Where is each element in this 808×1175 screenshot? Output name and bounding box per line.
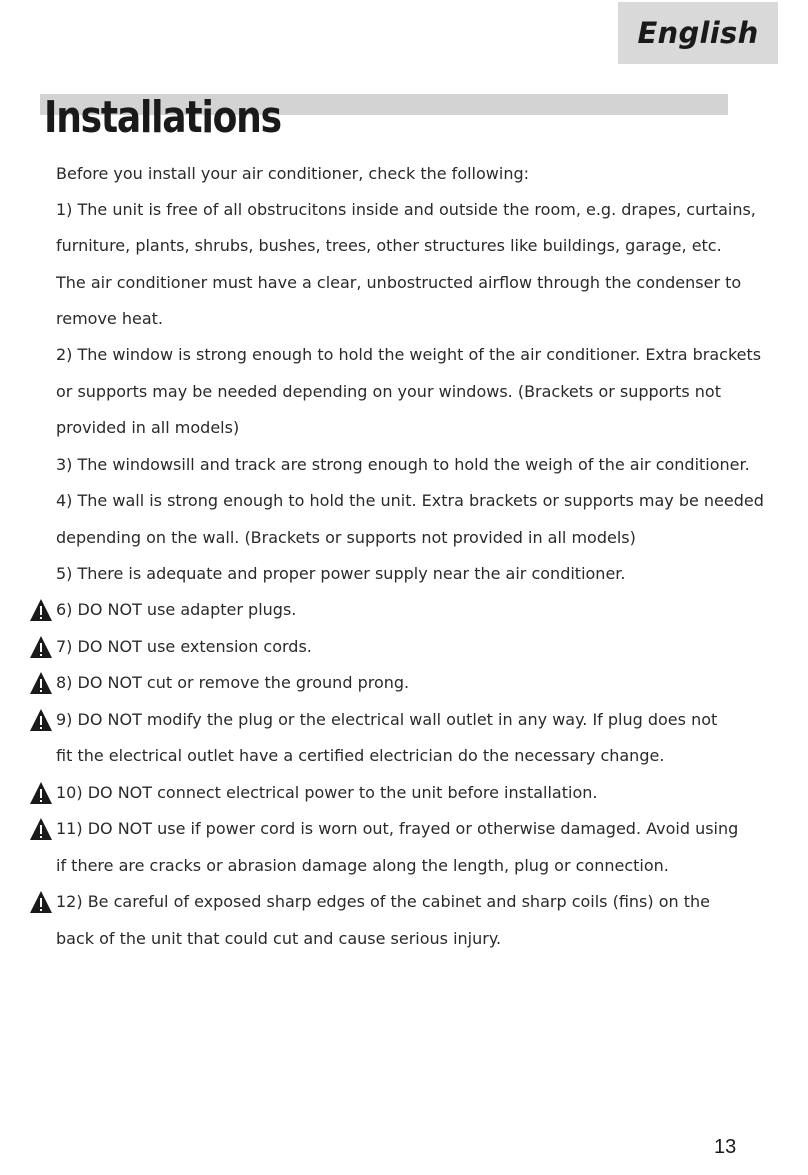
body-line: Before you install your air conditioner, check the following: [56, 164, 529, 183]
body-line: 5) There is adequate and proper power supply near the air conditioner. [56, 564, 626, 583]
body-line: 7) DO NOT use extension cords. [56, 637, 312, 656]
body-line: 2) The window is strong enough to hold the weight of the air conditioner. Extra brackets [56, 345, 762, 364]
body-line: if there are cracks or abrasion damage along the length, plug or connection. [56, 856, 669, 875]
body-line: provided in all models) [56, 418, 240, 437]
language-tab: English [618, 2, 778, 64]
body-line: 10) DO NOT connect electrical power to the unit before installation. [56, 783, 598, 802]
warning-triangle-icon [29, 890, 53, 914]
body-line: 11) DO NOT use if power cord is worn out, frayed or otherwise damaged. Avoid using [56, 819, 739, 838]
body-line: 12) Be careful of exposed sharp edges of the cabinet and sharp coils (fins) on the [56, 892, 710, 911]
body-line: 8) DO NOT cut or remove the ground prong. [56, 673, 410, 692]
warning-triangle-icon [29, 598, 53, 622]
body-line: furniture, plants, shrubs, bushes, trees, other structures like buildings, garage, etc. [56, 236, 722, 255]
warning-triangle-icon [29, 817, 53, 841]
body-line: remove heat. [56, 309, 163, 328]
body-line: depending on the wall. (Brackets or supports not provided in all models) [56, 528, 636, 547]
body-line: 3) The windowsill and track are strong enough to hold the weigh of the air conditioner. [56, 455, 750, 474]
body-line: 4) The wall is strong enough to hold the unit. Extra brackets or supports may be needed [56, 491, 764, 510]
body-line: or supports may be needed depending on your windows. (Brackets or supports not [56, 382, 721, 401]
body-line: 6) DO NOT use adapter plugs. [56, 600, 297, 619]
body-line: 9) DO NOT modify the plug or the electrical wall outlet in any way. If plug does not [56, 710, 718, 729]
page-number: 13 [714, 1136, 737, 1158]
warning-triangle-icon [29, 671, 53, 695]
body-line: 1) The unit is free of all obstrucitons inside and outside the room, e.g. drapes, curtains, [56, 200, 756, 219]
body-line: back of the unit that could cut and cause serious injury. [56, 929, 502, 948]
warning-triangle-icon [29, 708, 53, 732]
warning-triangle-icon [29, 635, 53, 659]
body-line: fit the electrical outlet have a certified electrician do the necessary change. [56, 746, 665, 765]
warning-triangle-icon [29, 781, 53, 805]
page-title: Installations [44, 92, 281, 143]
body-line: The air conditioner must have a clear, unbostructed airflow through the condenser to [56, 273, 742, 292]
